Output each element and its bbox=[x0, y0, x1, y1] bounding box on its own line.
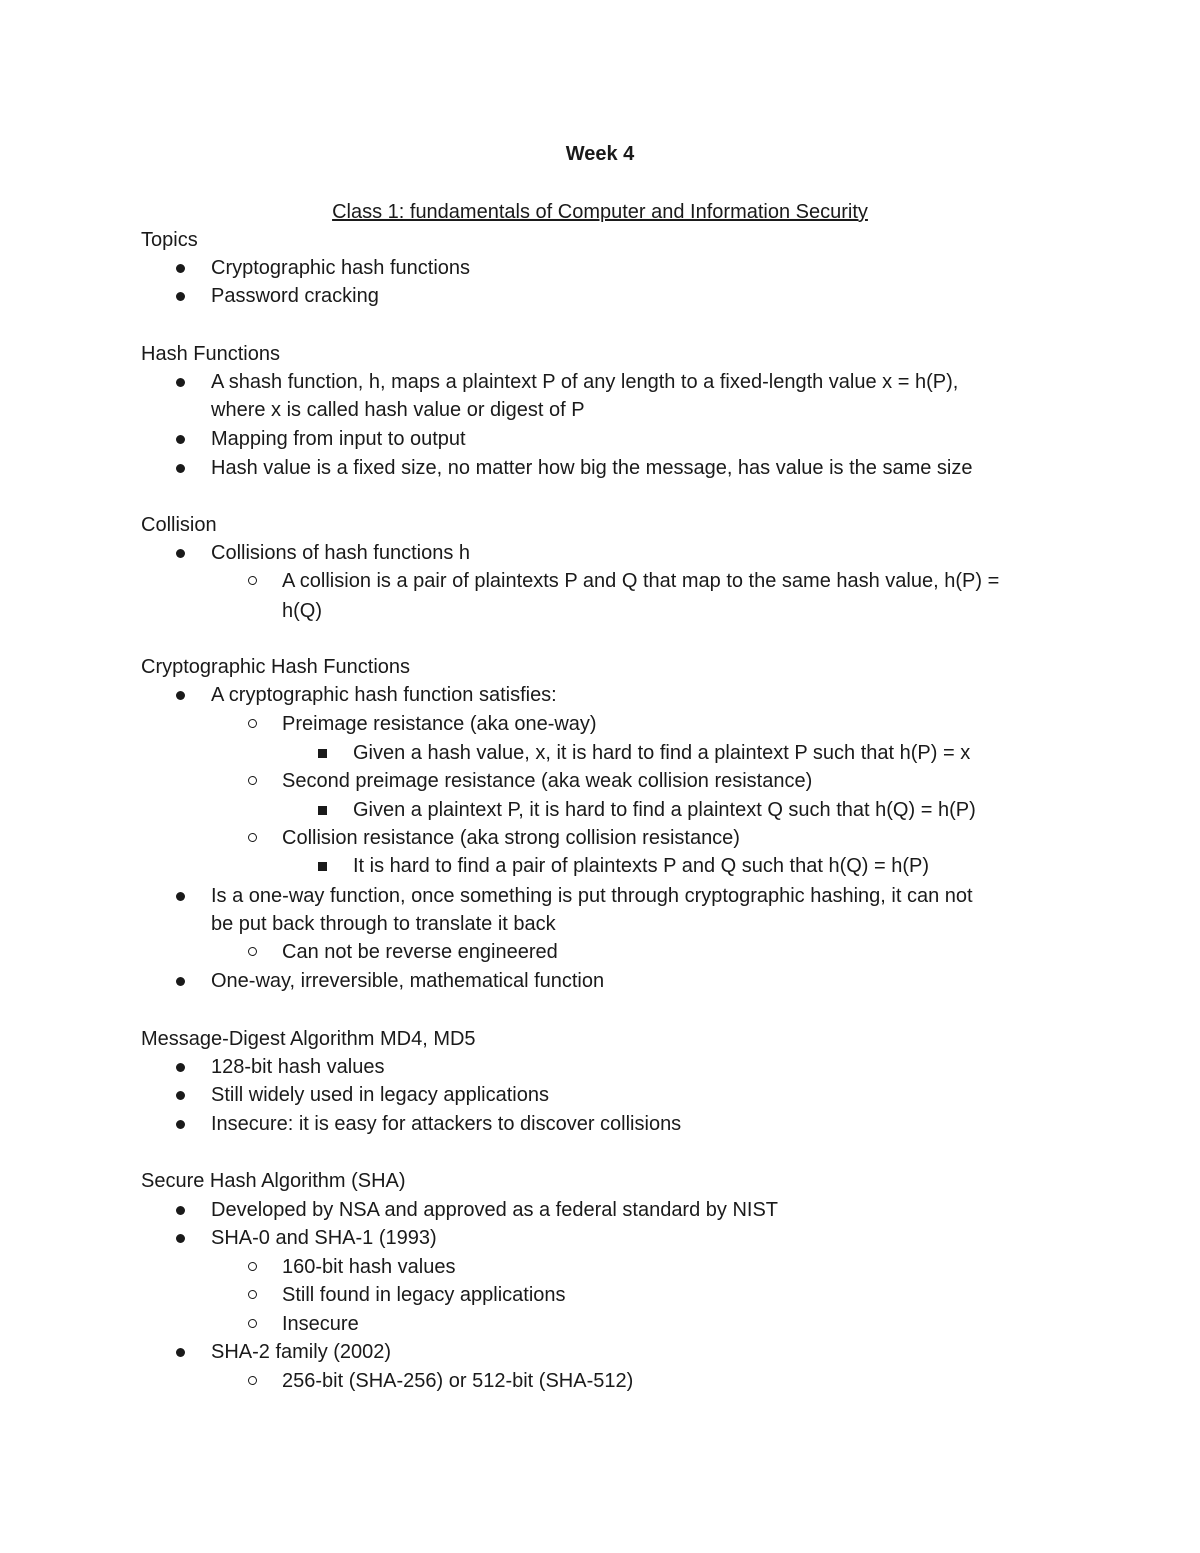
circle-bullet-icon bbox=[248, 576, 257, 585]
bullet-icon bbox=[176, 378, 185, 387]
bullet-icon bbox=[176, 1063, 185, 1072]
circle-bullet-icon bbox=[248, 1262, 257, 1271]
bullet-icon bbox=[176, 264, 185, 273]
bullet-icon bbox=[176, 549, 185, 558]
document-page: Week 4 Class 1: fundamentals of Computer and Information Security Topics Cryptographic hash functions Password cracking Hash Functions A shash function, h, maps a plaintext P of any length to a fixed-length value x = h(P), where x is called hash value or digest of P Mapping from input to output Hash value is a fixed size, no matter how big the message, has value is the same size Collision Collisions of hash functions h A collision is a pair of plaintexts P and Q that map to the same hash value, h(P) = h(Q) Cryptographic Hash Functions A cryptographic hash function satisfies: Preimage resistance (aka one-way) Given a hash value, x, it is hard to find a plaintext P such that h(P) = x Second preimage resistance (aka weak collision resistance) Given a plaintext P, it is hard to find a plaintext Q such that h(Q) = h(P) Collision resistance (aka strong collision resistance) It is hard to find a pair of plaintexts P and Q such that h(Q) = h(P) Is a one-way function, once something is put through cryptographic hashing, it can not be put back through to translate it back Can not be reverse engineered One-way, irreversible, mathematical function Message-Digest Algorithm MD4, MD5 128-bit hash values Still widely used in legacy applications Insecure: it is easy for attackers to discover collisions Secure Hash Algorithm (SHA) Developed by NSA and approved as a federal standard by NIST SHA-0 and SHA-1 (1993) 160-bit hash values Still found in legacy applications Insecure SHA-2 family (2002) 256-bit (SHA-256) or 512-bit (SHA-512) bbox=[0, 0, 1200, 1553]
page-subtitle: Class 1: fundamentals of Computer and Information Security bbox=[332, 201, 868, 223]
section-heading-sha: Secure Hash Algorithm (SHA) bbox=[141, 1170, 406, 1192]
square-bullet-icon bbox=[318, 862, 327, 871]
circle-bullet-icon bbox=[248, 1376, 257, 1385]
circle-bullet-icon bbox=[248, 833, 257, 842]
square-bullet-icon bbox=[318, 806, 327, 815]
bullet-icon bbox=[176, 1120, 185, 1129]
section-heading-hash-functions: Hash Functions bbox=[141, 343, 280, 365]
circle-bullet-icon bbox=[248, 1290, 257, 1299]
bullet-icon bbox=[176, 892, 185, 901]
bullet-icon bbox=[176, 691, 185, 700]
list-item-continuation: where x is called hash value or digest of P bbox=[211, 399, 585, 421]
square-bullet-icon bbox=[318, 749, 327, 758]
circle-bullet-icon bbox=[248, 1319, 257, 1328]
bullet-icon bbox=[176, 292, 185, 301]
bullet-icon bbox=[176, 1348, 185, 1357]
section-heading-crypto-hash: Cryptographic Hash Functions bbox=[141, 656, 411, 678]
bullet-icon bbox=[176, 977, 185, 986]
bullet-icon bbox=[176, 464, 185, 473]
bullet-icon bbox=[176, 1091, 185, 1100]
bullet-icon bbox=[176, 435, 185, 444]
section-heading-collision: Collision bbox=[141, 514, 217, 536]
list-item-continuation: be put back through to translate it back bbox=[211, 913, 556, 935]
circle-bullet-icon bbox=[248, 947, 257, 956]
list-item-continuation: h(Q) bbox=[282, 600, 322, 622]
section-heading-topics: Topics bbox=[141, 229, 198, 251]
section-heading-md: Message-Digest Algorithm MD4, MD5 bbox=[141, 1028, 476, 1050]
page-title: Week 4 bbox=[565, 143, 635, 165]
bullet-icon bbox=[176, 1206, 185, 1215]
circle-bullet-icon bbox=[248, 776, 257, 785]
circle-bullet-icon bbox=[248, 719, 257, 728]
bullet-icon bbox=[176, 1234, 185, 1243]
